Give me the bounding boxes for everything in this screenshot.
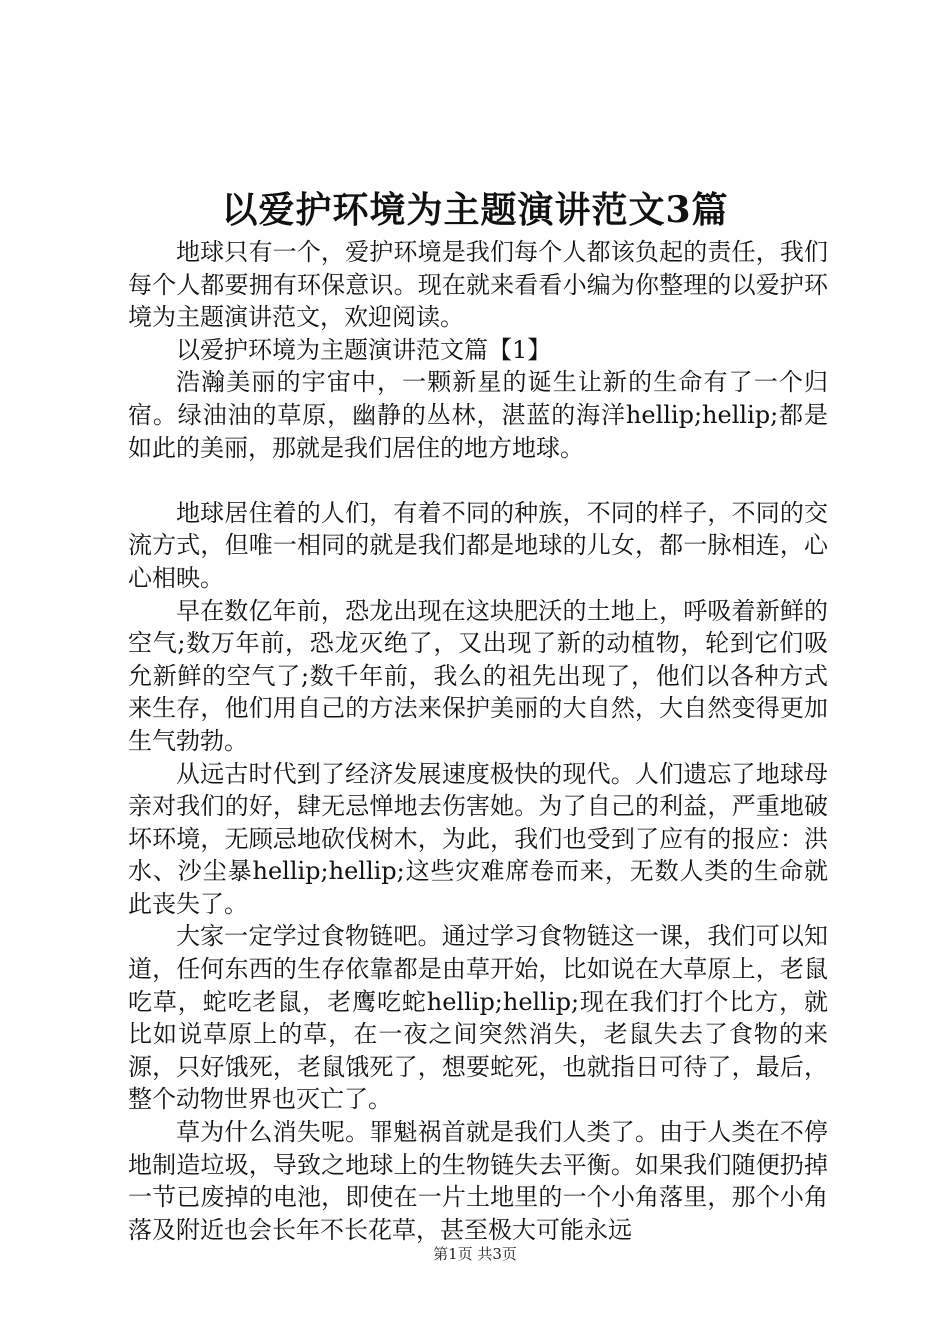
paragraph: 草为什么消失呢。罪魁祸首就是我们人类了。由于人类在不停地制造垃圾，导致之地球上的生物链失去平衡。如果我们随便扔掉一节已废掉的电池，即使在一片土地里的一个小角落里，那个小角落及附近也会长年不长花草，甚至极大可能永远 <box>128 1118 828 1244</box>
document-title: 以爱护环境为主题演讲范文3篇 <box>221 189 729 231</box>
paragraph: 地球居住着的人们，有着不同的种族，不同的样子，不同的交流方式，但唯一相同的就是我们都是地球的儿女，都一脉相连，心心相映。 <box>128 498 828 592</box>
document-body <box>128 236 828 1246</box>
paragraph: 浩瀚美丽的宇宙中，一颗新星的诞生让新的生命有了一个归宿。绿油油的草原，幽静的丛林，湛蓝的海洋hellip;hellip;都是如此的美丽，那就是我们居住的地方地球。 <box>128 368 828 462</box>
paragraph: 大家一定学过食物链吧。通过学习食物链这一课，我们可以知道，任何东西的生存依靠都是由草开始，比如说在大草原上，老鼠吃草，蛇吃老鼠，老鹰吃蛇hellip;hellip;现在我们打个比方，就比如说草原上的草，在一夜之间突然消失，老鼠失去了食物的来源，只好饿死，老鼠饿死了，想要蛇死，也就指日可待了，最后，整个动物世界也灭亡了。 <box>128 922 828 1114</box>
page-number: 第1页 共3页 <box>433 1245 517 1263</box>
paragraph: 早在数亿年前，恐龙出现在这块肥沃的土地上，呼吸着新鲜的空气;数万年前，恐龙灭绝了，又出现了新的动植物，轮到它们吸允新鲜的空气了;数千年前，我么的祖先出现了，他们以各种方式来生存，他们用自己的方法来保护美丽的大自然，大自然变得更加生气勃勃。 <box>128 596 828 755</box>
section-heading: 以爱护环境为主题演讲范文篇【1】 <box>176 335 552 364</box>
paragraph-intro: 地球只有一个，爱护环境是我们每个人都该负起的责任，我们每个人都要拥有环保意识。现在就来看看小编为你整理的以爱护环境为主题演讲范文，欢迎阅读。 <box>128 238 828 332</box>
paragraph: 从远古时代到了经济发展速度极快的现代。人们遗忘了地球母亲对我们的好，肆无忌惮地去伤害她。为了自己的利益，严重地破坏环境，无顾忌地砍伐树木，为此，我们也受到了应有的报应：洪水、沙尘暴hellip;hellip;这些灾难席卷而来，无数人类的生命就此丧失了。 <box>128 759 828 918</box>
